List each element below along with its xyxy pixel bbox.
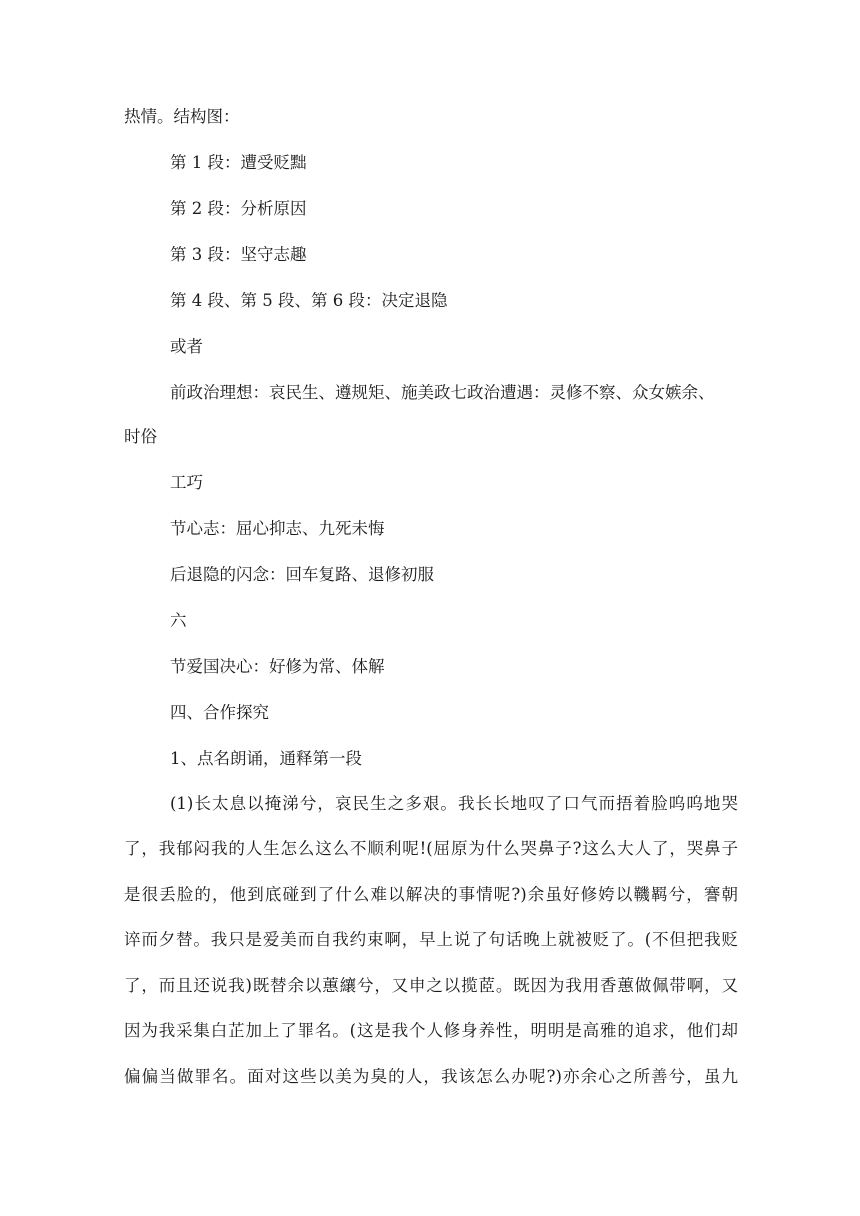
text-line: 第 2 段：分析原因 — [170, 199, 307, 218]
text-line: 1、点名朗诵，通释第一段 — [170, 749, 362, 768]
text-line: 时俗 — [124, 427, 157, 446]
text-line: 工巧 — [170, 473, 203, 492]
paragraph-line: 了，而且还说我)既替余以蕙纕兮，又申之以揽茝。既因为我用香蕙做佩带啊，又 — [124, 976, 738, 995]
text-line: 第 3 段：坚守志趣 — [170, 245, 307, 264]
text-line: 后退隐的闪念：回车复路、退修初服 — [170, 565, 434, 584]
paragraph-line: 谇而夕替。我只是爱美而自我约束啊，早上说了句话晚上就被贬了。(不但把我贬 — [124, 930, 738, 949]
text-line: 第 4 段、第 5 段、第 6 段：决定退隐 — [170, 291, 448, 310]
paragraph-line: 是很丢脸的，他到底碰到了什么难以解决的事情呢?)余虽好修姱以鞿羁兮，謇朝 — [124, 885, 738, 904]
paragraph-line: 了，我郁闷我的人生怎么这么不顺利呢!(屈原为什么哭鼻子?这么大人了，哭鼻子 — [124, 839, 738, 858]
text-line: 四、合作探究 — [170, 703, 269, 722]
paragraph-line: 偏偏当做罪名。面对这些以美为臭的人，我该怎么办呢?)亦余心之所善兮，虽九 — [124, 1067, 738, 1086]
paragraph-line: 因为我采集白芷加上了罪名。(这是我个人修身养性，明明是高雅的追求，他们却 — [124, 1021, 738, 1040]
paragraph-line: (1)长太息以掩涕兮，哀民生之多艰。我长长地叹了口气而捂着脸呜呜地哭 — [170, 794, 738, 813]
text-line: 节爱国决心：好修为常、体解 — [170, 657, 385, 676]
text-line: 热情。结构图： — [124, 107, 240, 126]
paragraph — [124, 794, 738, 1087]
text-line: 节心志：屈心抑志、九死未悔 — [170, 519, 385, 538]
text-line: 前政治理想：哀民生、遵规矩、施美政七政治遭遇：灵修不察、众女嫉余、 — [170, 383, 715, 402]
text-line: 或者 — [170, 337, 203, 356]
text-line: 六 — [170, 611, 187, 630]
text-line: 第 1 段：遭受贬黜 — [170, 153, 307, 172]
